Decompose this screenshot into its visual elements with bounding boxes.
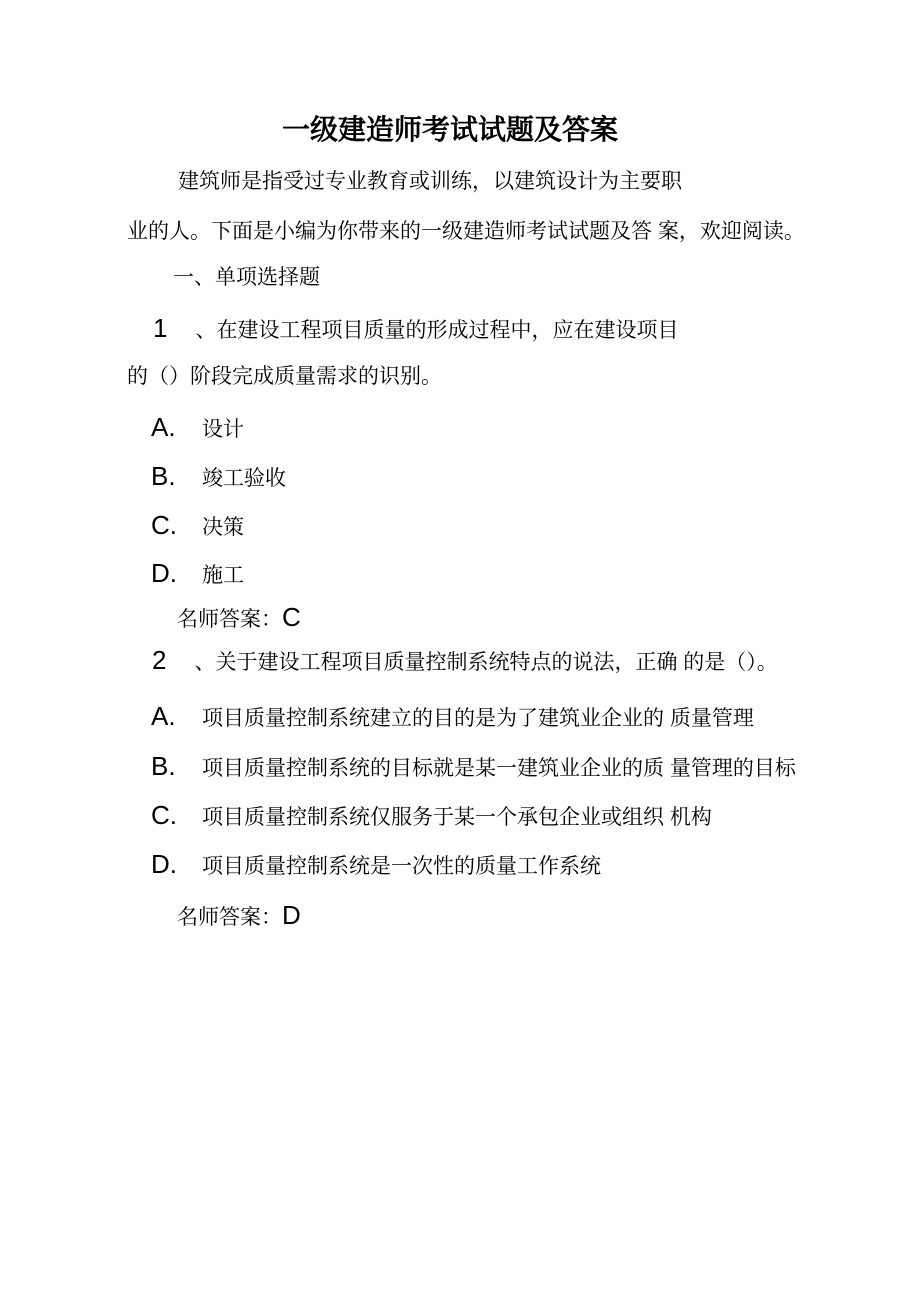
question-2-option-d: [151, 851, 601, 879]
intro-paragraph-line-2: 业的人。下面是小编为你带来的一级建造师考试试题及答 案，欢迎阅读。: [127, 220, 805, 243]
answer-value: D: [282, 900, 301, 930]
question-1-option-d: [151, 560, 244, 588]
intro-paragraph-line-1: 建筑师是指受过专业教育或训练，以建筑设计为主要职: [178, 170, 682, 193]
question-2-option-b: [151, 753, 796, 781]
question-2-number: 2: [152, 645, 167, 675]
option-letter: D.: [151, 558, 177, 588]
option-text: 项目质量控制系统仅服务于某一个承包企业或组织 机构: [202, 806, 712, 829]
question-2-option-c: [151, 802, 712, 830]
option-letter: C.: [151, 510, 177, 540]
option-letter: A.: [151, 412, 176, 442]
answer-label: 名师答案：: [177, 608, 282, 631]
option-text: 项目质量控制系统建立的目的是为了建筑业企业的 质量管理: [202, 707, 754, 730]
question-1-text: 、在建设工程项目质量的形成过程中，应在建设项目: [195, 319, 679, 342]
option-text: 项目质量控制系统的目标就是某一建筑业企业的质 量管理的目标: [202, 757, 796, 780]
question-1-option-b: [151, 463, 286, 491]
question-2-line-1: [152, 647, 778, 675]
option-text: 决策: [202, 516, 244, 539]
question-1-answer-line: [177, 604, 301, 632]
answer-value: C: [282, 602, 301, 632]
option-text: 竣工验收: [202, 467, 286, 490]
option-letter: D.: [151, 849, 177, 879]
option-letter: A.: [151, 701, 176, 731]
option-text: 项目质量控制系统是一次性的质量工作系统: [202, 855, 601, 878]
question-1-line-2: 的（）阶段完成质量需求的识别。: [127, 365, 442, 388]
question-1-option-c: [151, 512, 244, 540]
document-title: 一级建造师考试试题及答案: [281, 114, 618, 145]
option-text: 施工: [202, 564, 244, 587]
answer-label: 名师答案：: [177, 906, 282, 929]
question-1-number: 1: [153, 313, 168, 343]
option-letter: B.: [151, 751, 176, 781]
question-1-line-1: [153, 315, 678, 343]
question-2-option-a: [151, 703, 754, 731]
section-heading: 一、单项选择题: [173, 266, 320, 289]
option-text: 设计: [202, 418, 244, 441]
option-letter: B.: [151, 461, 176, 491]
question-2-answer-line: [177, 902, 301, 930]
question-1-option-a: [151, 414, 244, 442]
option-letter: C.: [151, 800, 177, 830]
question-2-text: 、关于建设工程项目质量控制系统特点的说法，正确 的是（）。: [194, 651, 778, 674]
